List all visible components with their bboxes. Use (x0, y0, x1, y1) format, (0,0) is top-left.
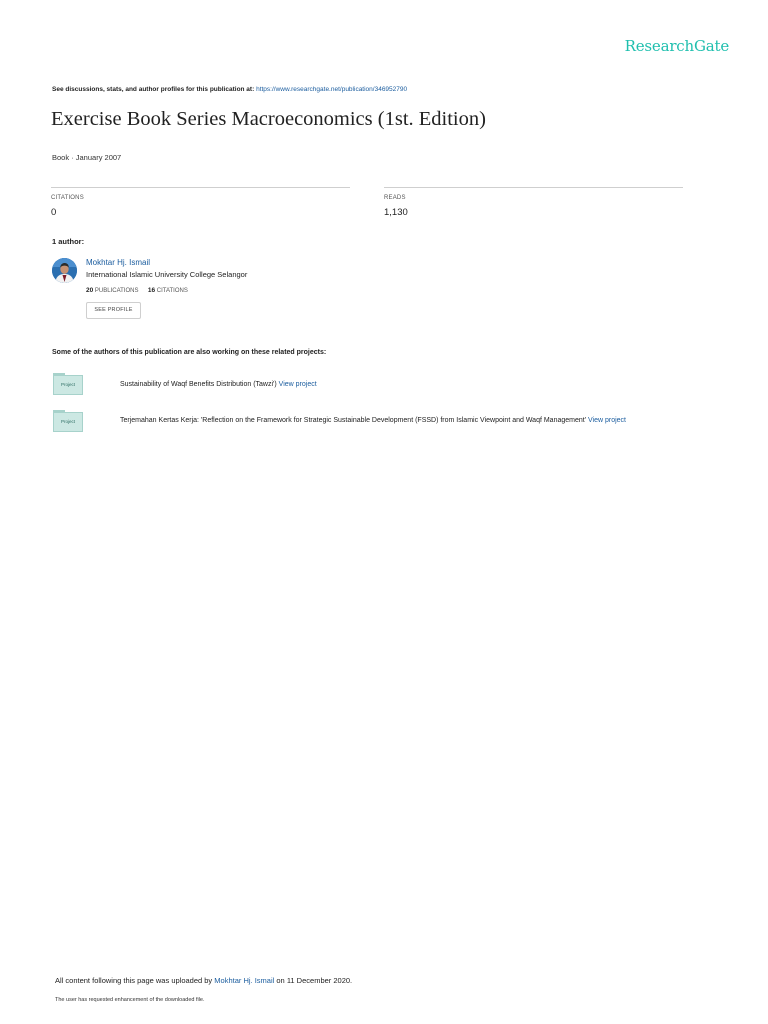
discussion-notice (52, 86, 407, 93)
enhancement-note: The user has requested enhancement of the downloaded file. (55, 997, 205, 1003)
uploader-link[interactable]: Mokhtar Hj. Ismail (214, 976, 275, 985)
project-title: Sustainability of Waqf Benefits Distribution (Tawzi') (120, 381, 277, 388)
author-publications-label: PUBLICATIONS (94, 288, 139, 294)
project-thumb-label: Project (60, 382, 75, 387)
project-item (120, 417, 626, 424)
project-thumb-label: Project (60, 419, 75, 424)
author-citations-label: CITATIONS (156, 288, 188, 294)
citations-stat (51, 187, 350, 218)
related-projects-heading: Some of the authors of this publication are also working on these related projects: (52, 349, 327, 356)
publication-url-link[interactable]: https://www.researchgate.net/publication/346952790 (256, 86, 408, 93)
upload-notice (55, 976, 352, 985)
citations-value: 0 (51, 207, 57, 218)
author-institution: International Islamic University College Selangor (86, 270, 248, 279)
reads-label: READS (384, 195, 406, 201)
project-thumbnail[interactable] (53, 412, 83, 432)
project-thumbnail[interactable] (53, 375, 83, 395)
author-publications-count: 20 (86, 287, 94, 294)
author-citations-count: 16 (147, 287, 156, 294)
authors-heading: 1 author: (52, 237, 85, 246)
researchgate-logo[interactable]: ResearchGate (624, 37, 729, 55)
reads-stat (384, 187, 683, 218)
author-name-link[interactable]: Mokhtar Hj. Ismail (86, 258, 151, 267)
author-stats (86, 287, 188, 294)
citations-label: CITATIONS (51, 195, 84, 201)
project-title: Terjemahan Kertas Kerja: 'Reflection on the Framework for Strategic Sustainable Development (FSSD) from Islamic Viewpoint and Waqf Management' (120, 417, 587, 424)
view-project-link[interactable]: View project (588, 417, 627, 424)
upload-suffix: on 11 December 2020. (276, 976, 353, 985)
publication-title: Exercise Book Series Macroeconomics (1st. Edition) (51, 108, 486, 130)
upload-prefix: All content following this page was uploaded by (55, 976, 213, 985)
author-avatar[interactable] (52, 258, 77, 283)
see-profile-button[interactable]: SEE PROFILE (86, 302, 141, 319)
reads-value: 1,130 (384, 207, 408, 218)
project-item (120, 381, 317, 388)
discussion-text: See discussions, stats, and author profiles for this publication at: (52, 86, 255, 93)
author-photo-icon (52, 258, 77, 283)
publication-type-date: Book · January 2007 (52, 153, 122, 162)
view-project-link[interactable]: View project (278, 381, 317, 388)
